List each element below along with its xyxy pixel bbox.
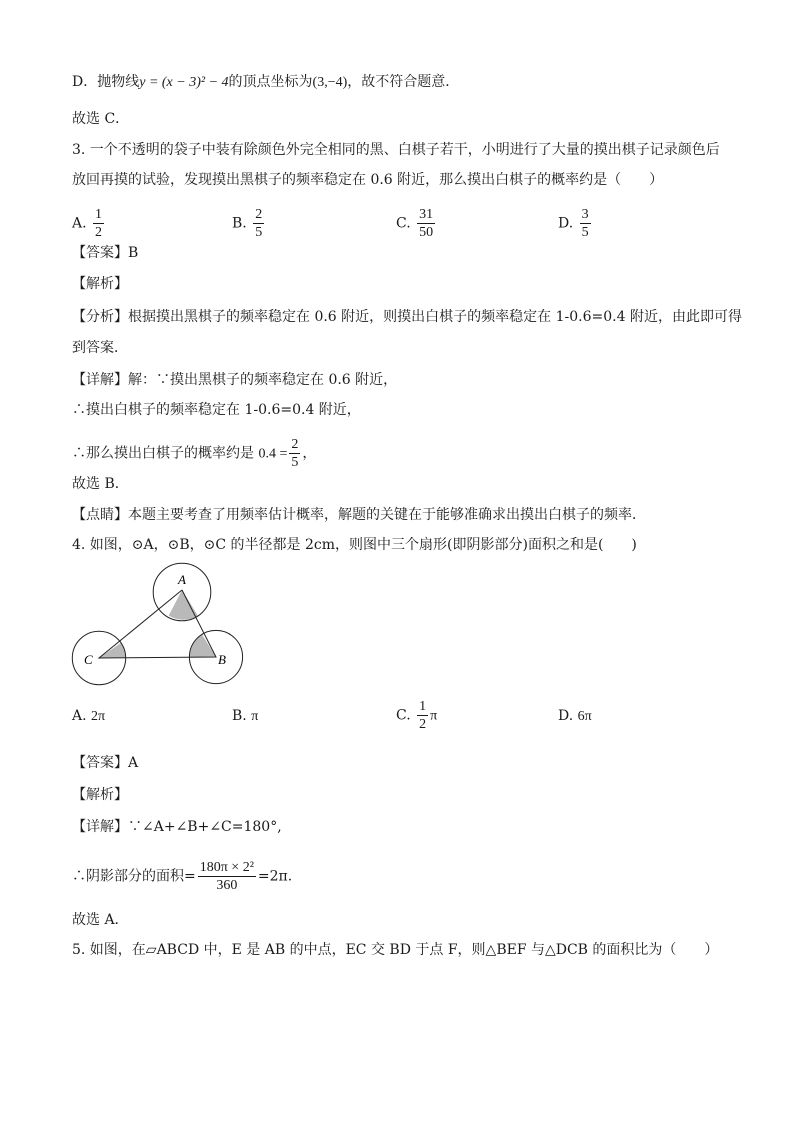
answer-value: B: [128, 245, 139, 261]
option-letter: C.: [396, 215, 411, 232]
fraction: [198, 859, 256, 894]
q3-detail-line1: [72, 370, 397, 390]
fraction: [580, 206, 591, 241]
detail-text: 解：∵摸出黑棋子的频率稳定在 0.6 附近，: [128, 372, 398, 388]
label-c: C: [84, 652, 93, 667]
fraction: [417, 206, 435, 241]
option-d-suffix: ，故不符合题意．: [347, 74, 460, 90]
option-d-prefix: D．抛物线: [72, 74, 140, 90]
option-letter: D.: [558, 708, 574, 724]
option-d-middle: 的顶点坐标为: [228, 74, 313, 90]
option-letter: B.: [232, 708, 247, 724]
numerator: 31: [419, 207, 434, 222]
select-c: 故选 C．: [72, 111, 130, 127]
q3-select: 故选 B．: [72, 476, 129, 492]
q3-option-a: [72, 206, 106, 241]
detail-text: ∴那么摸出白棋子的概率约是: [72, 445, 254, 462]
detail-tag: 【详解】: [72, 372, 128, 388]
option-value: 6π: [577, 709, 592, 724]
label-a: A: [178, 572, 186, 587]
q5-stem: 5. 如图，在▱ABCD 中，E 是 AB 的中点，EC 交 BD 于点 F，则△BEF 与△DCB 的面积比为（ ）: [72, 942, 719, 958]
q4-analysis-tag: 【解析】: [72, 787, 128, 803]
q3-fenxi-line1: [72, 307, 742, 327]
comment-text: 本题主要考查了用频率估计概率，解题的关键在于能够准确求出摸出白棋子的频率．: [128, 507, 646, 523]
numerator: 1: [419, 699, 427, 714]
denominator: 50: [419, 225, 434, 240]
q3-fenxi-line2: 到答案．: [72, 340, 128, 356]
numerator: 2: [291, 437, 299, 452]
parabola-equation: y = (x − 3)² − 4: [139, 75, 229, 90]
label-b: B: [218, 652, 226, 667]
comment-tag: 【点睛】: [72, 507, 128, 523]
denominator: 2: [95, 225, 103, 240]
q4-option-b: [232, 706, 258, 727]
option-value: π: [251, 709, 259, 724]
answer-tag: 【答案】: [72, 245, 128, 261]
numerator: 1: [95, 207, 103, 222]
q3-option-c: [396, 206, 437, 241]
fenxi-tag: 【分析】: [72, 309, 128, 325]
sector-a: [169, 590, 198, 620]
detail-tag: 【详解】: [72, 819, 128, 835]
fraction: [93, 206, 104, 241]
fraction: [253, 206, 264, 241]
q3-option-d: [558, 206, 593, 241]
pi-symbol: π: [430, 708, 438, 724]
q4-option-c: [396, 698, 437, 733]
option-letter: A.: [72, 708, 87, 724]
q3-option-b: [232, 206, 266, 241]
denominator: 360: [216, 878, 238, 893]
option-value: 2π: [91, 709, 106, 724]
q4-option-d: [558, 706, 592, 727]
q3-answer: [72, 243, 138, 263]
q3-comment: [72, 505, 646, 525]
q3-analysis-tag: 【解析】: [72, 276, 128, 292]
q4-stem: 4. 如图，⊙A，⊙B，⊙C 的半径都是 2cm，则图中三个扇形(即阴影部分)面积之和是( ): [72, 537, 637, 553]
q4-detail-line1: [72, 817, 282, 837]
option-letter: D.: [558, 215, 574, 232]
denominator: 2: [419, 717, 427, 732]
answer-tag: 【答案】: [72, 755, 128, 771]
denominator: 5: [581, 225, 589, 240]
option-letter: C.: [396, 707, 411, 724]
numerator: 2: [255, 207, 263, 222]
q3-detail-line2: ∴摸出白棋子的频率稳定在 1-0.6=0.4 附近，: [72, 402, 361, 418]
sector-c: [99, 643, 126, 658]
q3-stem-line1: 3. 一个不透明的袋子中装有除颜色外完全相同的黑、白棋子若干，小明进行了大量的摸出棋子记录颜色后: [72, 142, 720, 158]
denominator: 5: [255, 225, 263, 240]
previous-option-d: [72, 72, 459, 93]
vertex-coordinate: (3,−4): [312, 75, 348, 90]
fenxi-text: 根据摸出黑棋子的频率稳定在 0.6 附近，则摸出白棋子的频率稳定在 1-0.6=0.4 附近，由此即可得: [128, 309, 742, 325]
option-letter: A.: [72, 215, 87, 232]
three-circles-figure: [68, 562, 248, 686]
fraction: [289, 436, 300, 471]
result-text: =2π.: [257, 868, 293, 885]
answer-value: A: [128, 755, 139, 771]
q4-detail-line2: [72, 859, 292, 894]
probability-value: 0.4 =: [258, 446, 288, 462]
denominator: 5: [291, 455, 299, 470]
detail-text: ∴阴影部分的面积=: [72, 868, 196, 885]
q4-option-a: [72, 706, 105, 727]
numerator: 3: [581, 207, 589, 222]
comma: ，: [302, 445, 317, 462]
q4-answer: [72, 753, 138, 773]
sector-b: [189, 634, 216, 657]
q3-stem-line2: 放回再摸的试验，发现摸出黑棋子的频率稳定在 0.6 附近，那么摸出白棋子的概率约是（ ）: [72, 172, 664, 188]
numerator: 180π × 2²: [199, 860, 254, 875]
detail-text: ∵∠A+∠B+∠C=180°,: [128, 819, 282, 835]
q3-detail-line3: [72, 436, 316, 471]
q4-select: 故选 A．: [72, 912, 129, 928]
fraction: [417, 698, 428, 733]
option-letter: B.: [232, 215, 247, 232]
